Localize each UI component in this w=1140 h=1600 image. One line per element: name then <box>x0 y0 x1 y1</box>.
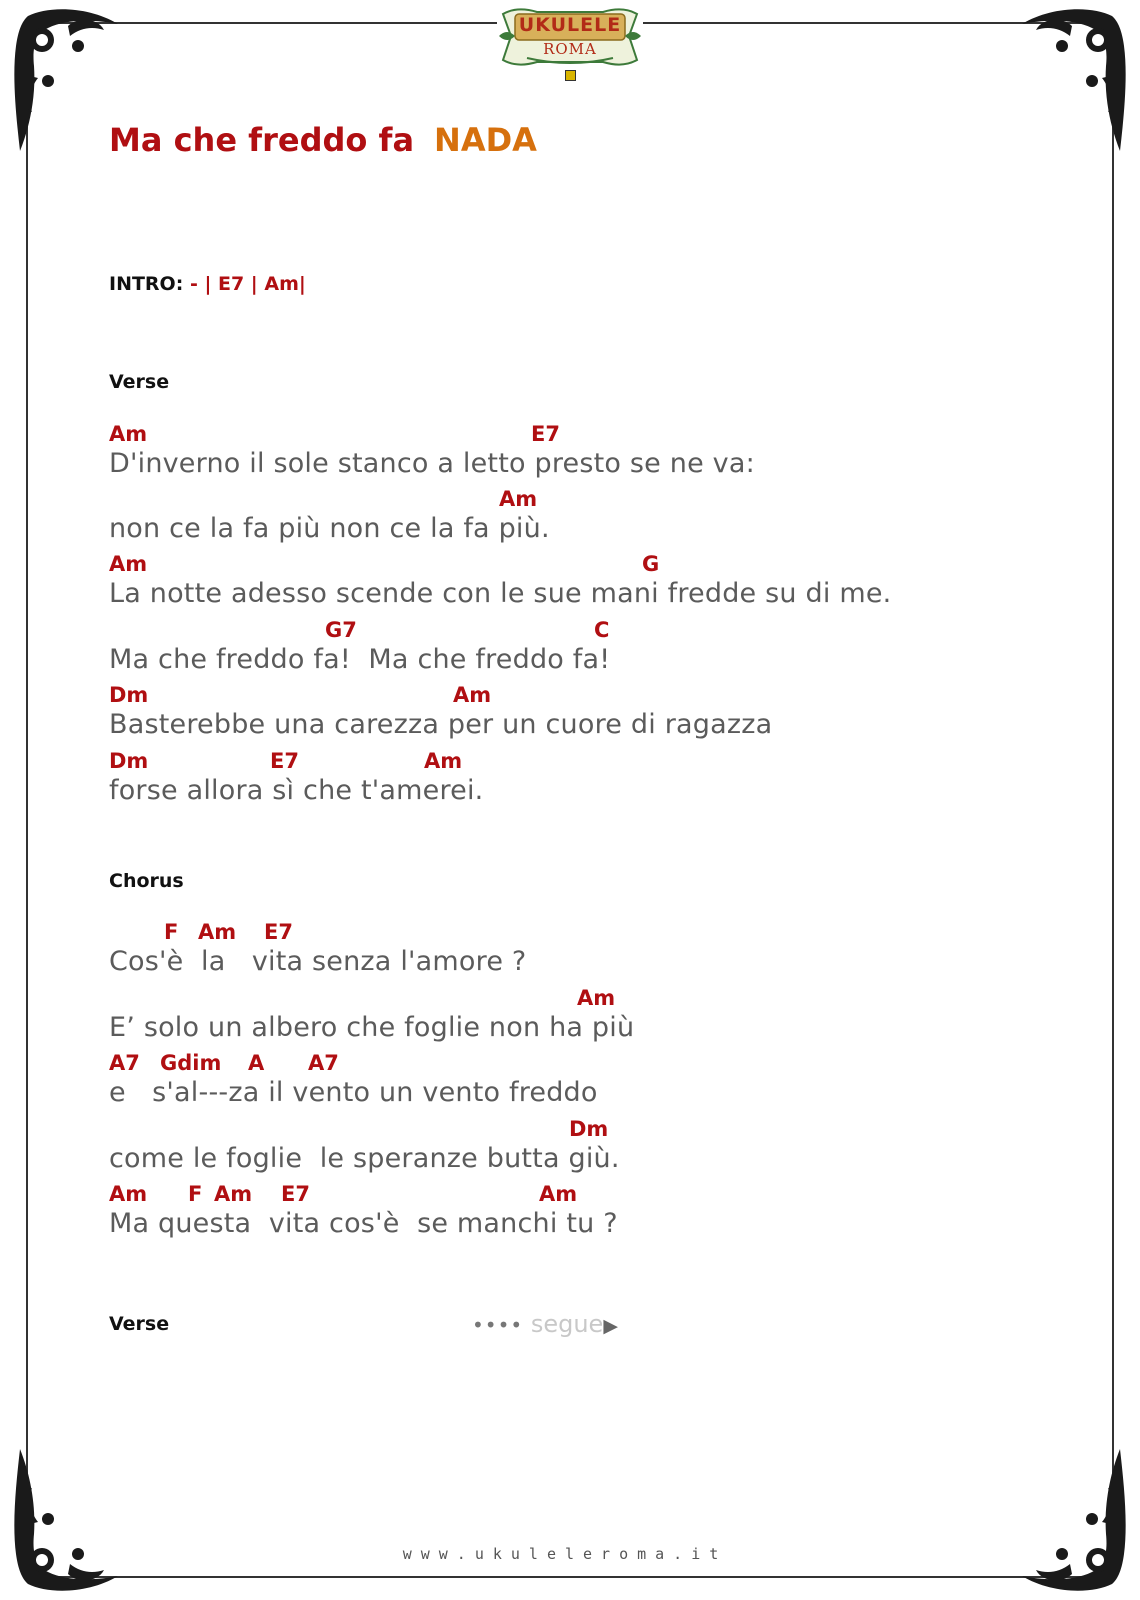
chord: Am <box>577 986 616 1010</box>
lyric-line: Ma questa vita cos'è se manchi tu ? <box>109 1208 618 1239</box>
chord: A7 <box>109 1051 140 1075</box>
chord: Am <box>539 1182 578 1206</box>
chord: E7 <box>281 1182 310 1206</box>
lyric-line: e s'al---za il vento un vento freddo <box>109 1077 598 1108</box>
chord: Am <box>109 552 148 576</box>
logo-badge <box>565 70 576 81</box>
chord: Dm <box>569 1117 609 1141</box>
chord: Am <box>214 1182 253 1206</box>
chord: Am <box>453 683 492 707</box>
play-arrow-icon: ▶ <box>603 1315 618 1337</box>
chord: G <box>642 552 660 576</box>
intro-line <box>109 273 306 295</box>
section-label-chorus: Chorus <box>109 870 184 892</box>
verse-line-1 <box>109 422 1009 488</box>
lyric-line: E’ solo un albero che foglie non ha più <box>109 1012 635 1043</box>
chord: Am <box>109 422 148 446</box>
corner-ornament-top-right <box>1012 6 1132 156</box>
corner-ornament-bottom-left <box>8 1444 128 1594</box>
chorus-line-2 <box>109 986 1009 1052</box>
verse-line-3 <box>109 552 1009 618</box>
website-link[interactable]: www.ukuleleroma.it <box>402 1545 728 1563</box>
dots-icon: •••• <box>472 1313 524 1337</box>
lyric-line: La notte adesso scende con le sue mani fredde su di me. <box>109 578 892 609</box>
page-title <box>109 121 537 159</box>
verse-line-5 <box>109 683 1009 749</box>
corner-ornament-bottom-right <box>1012 1444 1132 1594</box>
chorus-line-4 <box>109 1117 1009 1183</box>
lyric-line: D'inverno il sole stanco a letto presto se ne va: <box>109 448 755 479</box>
chord: E7 <box>531 422 560 446</box>
song-title: Ma che freddo fa <box>109 121 415 159</box>
chord: Gdim <box>160 1051 222 1075</box>
artist-name: NADA <box>434 121 537 159</box>
verse-line-2 <box>109 487 1009 553</box>
footer-url <box>389 1544 741 1566</box>
logo-title: UKULELE <box>518 14 622 36</box>
chord: Am <box>424 749 463 773</box>
segue-text: segue <box>530 1310 604 1338</box>
chorus-line-1 <box>109 920 1009 986</box>
chord: Am <box>198 920 237 944</box>
intro-label: INTRO: <box>109 273 184 295</box>
chord: G7 <box>325 618 357 642</box>
chord: E7 <box>270 749 299 773</box>
chord: A <box>248 1051 265 1075</box>
chord: F <box>164 920 179 944</box>
chord: Am <box>499 487 538 511</box>
section-label-verse: Verse <box>109 371 170 393</box>
lyric-line: forse allora sì che t'amerei. <box>109 775 484 806</box>
chord: Am <box>109 1182 148 1206</box>
ukulele-roma-logo <box>497 6 643 68</box>
chorus-line-3 <box>109 1051 1009 1117</box>
verse-line-6 <box>109 749 1009 815</box>
chord: F <box>188 1182 203 1206</box>
verse-line-4 <box>109 618 1009 684</box>
lyric-line: Ma che freddo fa! Ma che freddo fa! <box>109 644 611 675</box>
chord: A7 <box>308 1051 339 1075</box>
lyric-line: non ce la fa più non ce la fa più. <box>109 513 550 544</box>
lyric-line: Cos'è la vita senza l'amore ? <box>109 946 527 977</box>
lyric-line: come le foglie le speranze butta giù. <box>109 1143 620 1174</box>
intro-chords: - | E7 | Am| <box>189 273 306 295</box>
lyric-line: Basterebbe una carezza per un cuore di ragazza <box>109 709 773 740</box>
chorus-line-5 <box>109 1182 1009 1248</box>
logo-subtitle: ROMA <box>543 40 597 58</box>
chord: Dm <box>109 749 149 773</box>
continue-indicator <box>472 1310 618 1338</box>
chord: E7 <box>264 920 293 944</box>
chord: C <box>594 618 610 642</box>
section-label-verse-next: Verse <box>109 1313 170 1335</box>
chord: Dm <box>109 683 149 707</box>
